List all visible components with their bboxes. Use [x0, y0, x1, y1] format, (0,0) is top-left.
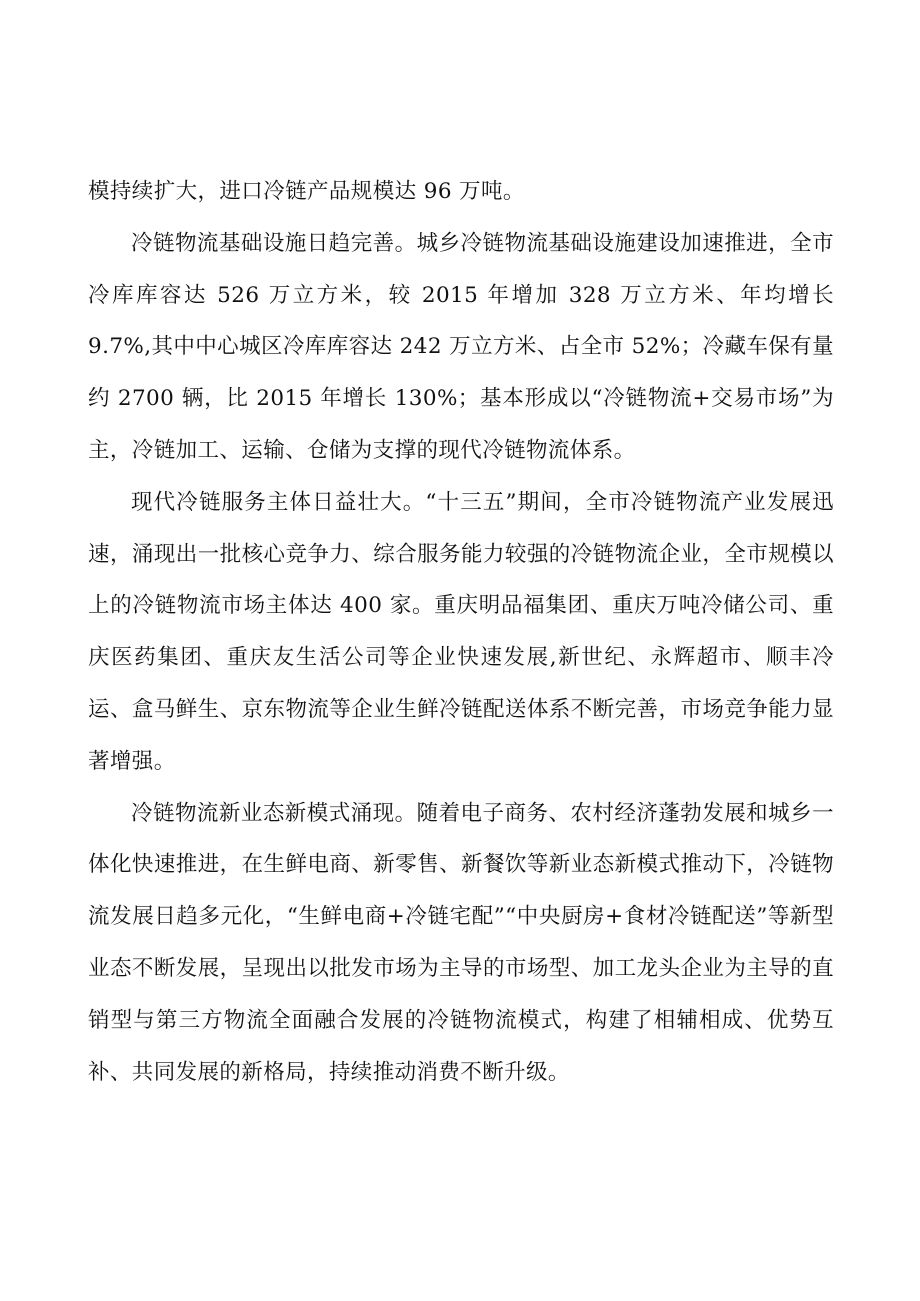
paragraph-cold-chain-new-business-models: 冷链物流新业态新模式涌现。随着电子商务、农村经济蓬勃发展和城乡一体化快速推进，在生鲜电商、新零售、新餐饮等新业态新模式推动下，冷链物流发展日趋多元化，“生鲜电商+冷链宅配”“中央厨房+食材冷链配送”等新型业态不断发展，呈现出以批发市场为主导的市场型、加工龙头企业为主导的直销型与第三方物流全面融合发展的冷链物流模式，构建了相辅相成、优势互补、共同发展的新格局，持续推动消费不断升级。 [88, 800, 834, 1085]
document-body [88, 166, 834, 1098]
paragraph-cold-chain-service-entities: 现代冷链服务主体日益壮大。“十三五”期间，全市冷链物流产业发展迅速，涌现出一批核心竞争力、综合服务能力较强的冷链物流企业，全市规模以上的冷链物流市场主体达 400 家。重庆明品福集团、重庆万吨冷储公司、重庆医药集团、重庆友生活公司等企业快速发展,新世纪、永辉超市、顺丰冷运、盒马鲜生、京东物流等企业生鲜冷链配送体系不断完善，市场竞争能力显著增强。 [88, 489, 834, 774]
paragraph-cold-chain-infrastructure: 冷链物流基础设施日趋完善。城乡冷链物流基础设施建设加速推进，全市冷库库容达 526 万立方米，较 2015 年增加 328 万立方米、年均增长 9.7%,其中中心城区冷库库容达 242 万立方米、占全市 52%；冷藏车保有量约 2700 辆，比 2015 年增长 130%；基本形成以“冷链物流+交易市场”为主，冷链加工、运输、仓储为支撑的现代冷链物流体系。 [88, 230, 834, 463]
paragraph-continuation: 模持续扩大，进口冷链产品规模达 96 万吨。 [88, 179, 525, 204]
